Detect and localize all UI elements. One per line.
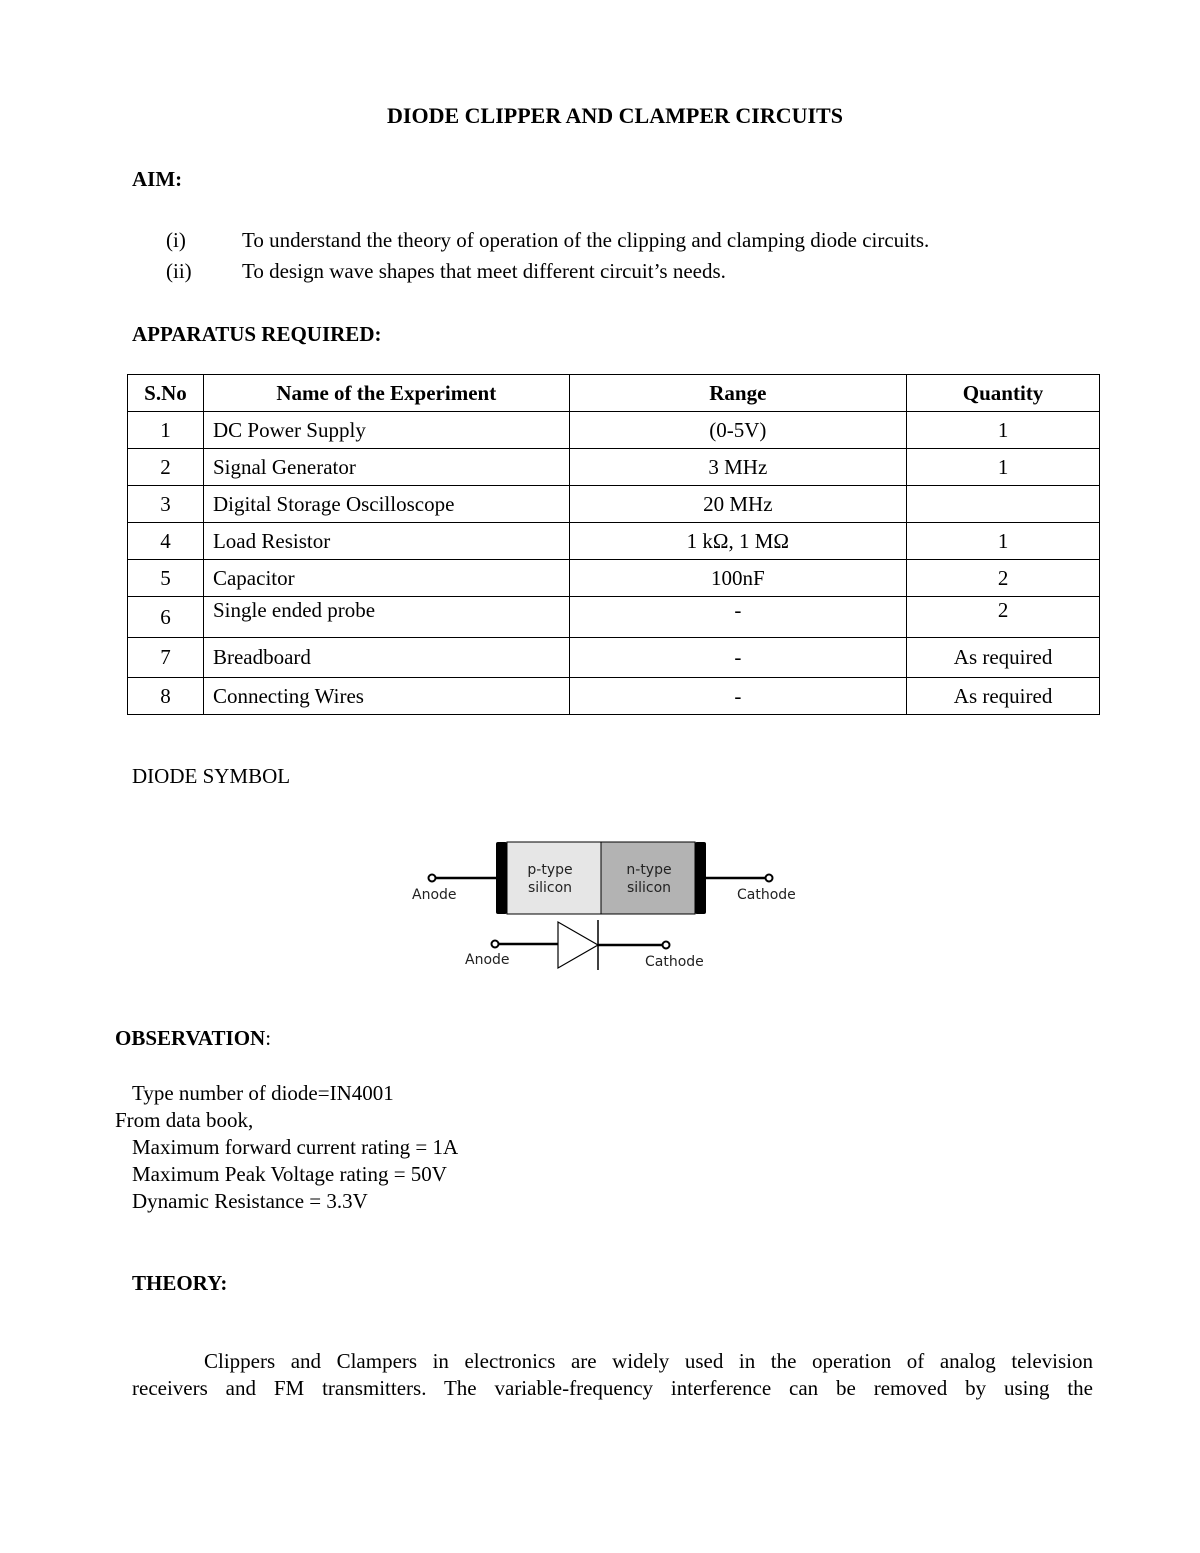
cell-quantity: As required (907, 638, 1100, 678)
cell-name: Connecting Wires (203, 678, 569, 715)
cell-range: (0-5V) (569, 412, 907, 449)
table-row (128, 412, 1100, 449)
cathode-terminal-icon (766, 875, 773, 882)
cell-sno: 2 (128, 449, 204, 486)
anode-label: Anode (412, 887, 457, 903)
table-row (128, 597, 1100, 638)
aim-heading: AIM: (132, 167, 183, 191)
theory-heading: THEORY: (132, 1271, 228, 1295)
from-data-book: From data book, (115, 1108, 254, 1132)
table-row (128, 523, 1100, 560)
cell-sno: 4 (128, 523, 204, 560)
cell-sno: 1 (128, 412, 204, 449)
cell-range: 1 kΩ, 1 MΩ (569, 523, 907, 560)
schematic-anode-label: Anode (465, 952, 510, 968)
diode-triangle-icon (558, 922, 598, 968)
cell-sno: 3 (128, 486, 204, 523)
anode-band (496, 842, 507, 914)
column-header-sno: S.No (128, 375, 204, 412)
aim-item-text: To understand the theory of operation of the clipping and clamping diode circuits. (242, 228, 930, 252)
table-row (128, 638, 1100, 678)
cell-range: 20 MHz (569, 486, 907, 523)
max-forward-current: Maximum forward current rating = 1A (132, 1135, 459, 1159)
cell-name: DC Power Supply (203, 412, 569, 449)
cell-name: Digital Storage Oscilloscope (203, 486, 569, 523)
cathode-band (695, 842, 706, 914)
aim-item-text: To design wave shapes that meet different circuit’s needs. (242, 259, 726, 283)
table-row (128, 486, 1100, 523)
cell-quantity: As required (907, 678, 1100, 715)
anode-terminal-icon (429, 875, 436, 882)
dynamic-resistance: Dynamic Resistance = 3.3V (132, 1189, 368, 1213)
n-type-label-line1: n-type (626, 862, 672, 878)
cell-range: - (569, 597, 907, 638)
table-row (128, 678, 1100, 715)
schematic-cathode-label: Cathode (645, 954, 704, 970)
table-row (128, 449, 1100, 486)
cell-sno: 5 (128, 560, 204, 597)
cell-sno: 8 (128, 678, 204, 715)
observation-heading: OBSERVATION (115, 1026, 266, 1050)
diode-symbol-heading: DIODE SYMBOL (132, 764, 291, 788)
p-type-label-line1: p-type (527, 862, 573, 878)
cell-sno: 7 (128, 638, 204, 678)
aim-item (166, 228, 929, 253)
p-type-label-line2: silicon (527, 880, 573, 896)
observation-colon: : (265, 1026, 272, 1050)
cell-range: - (569, 638, 907, 678)
apparatus-heading: APPARATUS REQUIRED: (132, 322, 382, 346)
schematic-anode-terminal-icon (492, 941, 499, 948)
schematic-cathode-terminal-icon (663, 942, 670, 949)
cell-sno: 6 (128, 597, 204, 638)
theory-line-1: Clippers and Clampers in electronics are widely used in the operation of analog television (204, 1349, 1093, 1373)
page-title: DIODE CLIPPER AND CLAMPER CIRCUITS (387, 103, 843, 128)
aim-item-number: (i) (166, 228, 186, 252)
apparatus-table (127, 374, 1100, 715)
table-row (128, 560, 1100, 597)
column-header-range: Range (569, 375, 907, 412)
cathode-label: Cathode (737, 887, 796, 903)
cell-name: Breadboard (203, 638, 569, 678)
n-type-label-line2: silicon (626, 880, 672, 896)
diode-type-number: Type number of diode=IN4001 (132, 1081, 394, 1105)
cell-quantity: 1 (907, 523, 1100, 560)
max-peak-voltage: Maximum Peak Voltage rating = 50V (132, 1162, 447, 1186)
aim-item (166, 259, 726, 284)
theory-paragraph (132, 1348, 1093, 1402)
table-header-row (128, 375, 1100, 412)
column-header-quantity: Quantity (907, 375, 1100, 412)
p-type-region (507, 842, 601, 914)
cell-quantity: 2 (907, 597, 1100, 638)
cell-range: 3 MHz (569, 449, 907, 486)
cell-quantity: 1 (907, 449, 1100, 486)
cell-name: Load Resistor (203, 523, 569, 560)
diode-diagram (400, 836, 810, 976)
cell-name: Single ended probe (203, 597, 569, 638)
cell-name: Capacitor (203, 560, 569, 597)
observation-heading-line (115, 1026, 271, 1051)
cell-name: Signal Generator (203, 449, 569, 486)
theory-line-2: receivers and FM transmitters. The variable-frequency interference can be removed by using the (132, 1376, 1093, 1400)
cell-range: 100nF (569, 560, 907, 597)
cell-quantity: 2 (907, 560, 1100, 597)
n-type-region (601, 842, 695, 914)
column-header-name: Name of the Experiment (203, 375, 569, 412)
aim-item-number: (ii) (166, 259, 192, 283)
cell-range: - (569, 678, 907, 715)
cell-quantity: 1 (907, 412, 1100, 449)
cell-quantity (907, 486, 1100, 523)
